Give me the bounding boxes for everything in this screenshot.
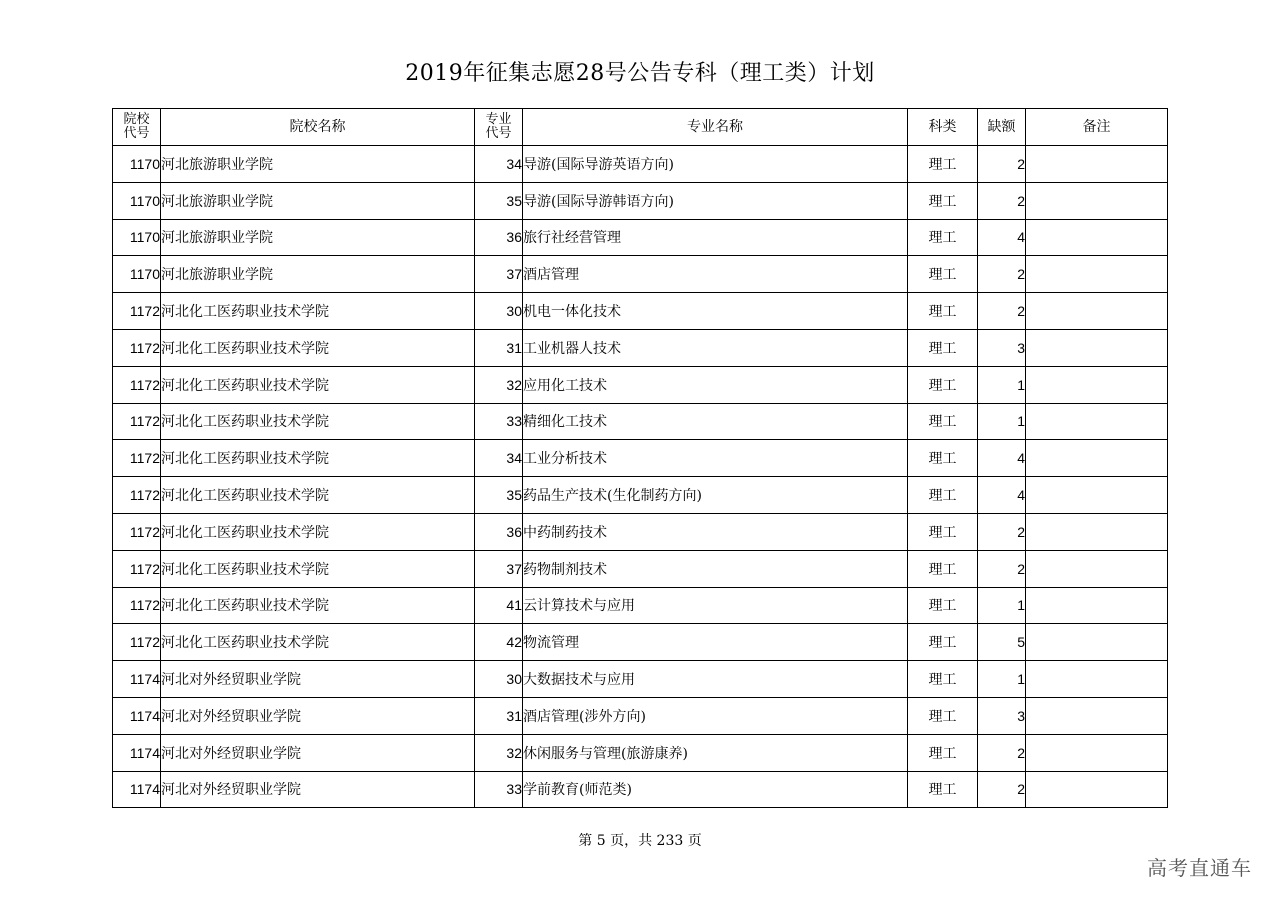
cell-quota: 4 (978, 219, 1026, 256)
table-row (113, 329, 1168, 366)
cell-category: 理工 (908, 624, 978, 661)
cell-major-name: 物流管理 (523, 624, 908, 661)
cell-school-name: 河北旅游职业学院 (161, 182, 475, 219)
header-school-code-line2: 代号 (123, 126, 150, 141)
cell-remark (1026, 587, 1168, 624)
cell-remark (1026, 661, 1168, 698)
cell-remark (1026, 477, 1168, 514)
cell-major-name: 休闲服务与管理(旅游康养) (523, 734, 908, 771)
cell-school-code: 1170 (113, 182, 161, 219)
cell-quota: 2 (978, 293, 1026, 330)
cell-major-name: 工业机器人技术 (523, 329, 908, 366)
cell-school-name: 河北对外经贸职业学院 (161, 661, 475, 698)
cell-school-code: 1172 (113, 440, 161, 477)
table-row (113, 697, 1168, 734)
cell-quota: 2 (978, 771, 1026, 808)
cell-major-code: 34 (475, 440, 523, 477)
cell-major-name: 导游(国际导游韩语方向) (523, 182, 908, 219)
cell-major-code: 35 (475, 182, 523, 219)
cell-remark (1026, 293, 1168, 330)
header-school-code-line1: 院校 (123, 112, 150, 127)
header-quota: 缺额 (978, 109, 1026, 146)
cell-school-name: 河北化工医药职业技术学院 (161, 513, 475, 550)
header-major-code-line2: 代号 (485, 126, 512, 141)
table-row (113, 771, 1168, 808)
cell-major-code: 42 (475, 624, 523, 661)
cell-major-name: 工业分析技术 (523, 440, 908, 477)
cell-school-name: 河北化工医药职业技术学院 (161, 440, 475, 477)
cell-school-code: 1172 (113, 293, 161, 330)
cell-category: 理工 (908, 771, 978, 808)
cell-major-name: 机电一体化技术 (523, 293, 908, 330)
cell-remark (1026, 182, 1168, 219)
cell-quota: 2 (978, 182, 1026, 219)
cell-quota: 2 (978, 513, 1026, 550)
table-row (113, 624, 1168, 661)
cell-category: 理工 (908, 661, 978, 698)
enrollment-plan-table (112, 108, 1168, 808)
header-major-code-line1: 专业 (485, 112, 512, 127)
cell-school-name: 河北旅游职业学院 (161, 219, 475, 256)
cell-school-code: 1172 (113, 587, 161, 624)
table-row (113, 661, 1168, 698)
cell-school-name: 河北化工医药职业技术学院 (161, 293, 475, 330)
page-title: 2019年征集志愿28号公告专科（理工类）计划 (405, 61, 875, 86)
table-row (113, 587, 1168, 624)
cell-category: 理工 (908, 256, 978, 293)
cell-school-code: 1172 (113, 366, 161, 403)
table-header-row (113, 109, 1168, 146)
cell-remark (1026, 440, 1168, 477)
cell-category: 理工 (908, 734, 978, 771)
cell-major-code: 31 (475, 329, 523, 366)
cell-category: 理工 (908, 366, 978, 403)
cell-major-name: 大数据技术与应用 (523, 661, 908, 698)
header-remark: 备注 (1026, 109, 1168, 146)
cell-school-name: 河北对外经贸职业学院 (161, 697, 475, 734)
cell-remark (1026, 256, 1168, 293)
cell-school-code: 1172 (113, 403, 161, 440)
header-major-code (475, 109, 523, 146)
cell-school-code: 1170 (113, 146, 161, 183)
table-row (113, 219, 1168, 256)
cell-school-code: 1172 (113, 513, 161, 550)
cell-major-code: 32 (475, 366, 523, 403)
cell-category: 理工 (908, 219, 978, 256)
cell-category: 理工 (908, 587, 978, 624)
cell-category: 理工 (908, 403, 978, 440)
cell-school-code: 1174 (113, 661, 161, 698)
cell-category: 理工 (908, 550, 978, 587)
cell-school-name: 河北对外经贸职业学院 (161, 734, 475, 771)
cell-quota: 2 (978, 734, 1026, 771)
table-row (113, 182, 1168, 219)
cell-major-code: 36 (475, 513, 523, 550)
cell-school-name: 河北旅游职业学院 (161, 256, 475, 293)
header-school-code (113, 109, 161, 146)
cell-quota: 3 (978, 697, 1026, 734)
cell-quota: 4 (978, 440, 1026, 477)
cell-school-name: 河北旅游职业学院 (161, 146, 475, 183)
cell-school-name: 河北化工医药职业技术学院 (161, 366, 475, 403)
cell-category: 理工 (908, 182, 978, 219)
cell-school-name: 河北化工医药职业技术学院 (161, 624, 475, 661)
table-row (113, 293, 1168, 330)
table-row (113, 366, 1168, 403)
cell-quota: 2 (978, 550, 1026, 587)
cell-major-name: 旅行社经营管理 (523, 219, 908, 256)
cell-category: 理工 (908, 440, 978, 477)
table-row (113, 477, 1168, 514)
cell-category: 理工 (908, 293, 978, 330)
cell-major-code: 41 (475, 587, 523, 624)
cell-remark (1026, 734, 1168, 771)
cell-quota: 4 (978, 477, 1026, 514)
cell-major-name: 应用化工技术 (523, 366, 908, 403)
cell-remark (1026, 624, 1168, 661)
cell-school-name: 河北化工医药职业技术学院 (161, 403, 475, 440)
cell-major-name: 中药制药技术 (523, 513, 908, 550)
cell-remark (1026, 697, 1168, 734)
cell-major-code: 35 (475, 477, 523, 514)
cell-school-code: 1170 (113, 256, 161, 293)
cell-category: 理工 (908, 146, 978, 183)
cell-major-code: 36 (475, 219, 523, 256)
cell-remark (1026, 219, 1168, 256)
table-row (113, 734, 1168, 771)
cell-quota: 1 (978, 587, 1026, 624)
cell-quota: 2 (978, 146, 1026, 183)
cell-school-code: 1172 (113, 477, 161, 514)
cell-major-code: 30 (475, 293, 523, 330)
cell-school-code: 1172 (113, 550, 161, 587)
page-footer: 第 5 页，共 233 页 (578, 833, 702, 849)
table-row (113, 256, 1168, 293)
cell-school-code: 1174 (113, 734, 161, 771)
cell-category: 理工 (908, 329, 978, 366)
cell-major-code: 30 (475, 661, 523, 698)
cell-major-name: 药品生产技术(生化制药方向) (523, 477, 908, 514)
table-row (113, 513, 1168, 550)
table-row (113, 550, 1168, 587)
cell-category: 理工 (908, 477, 978, 514)
cell-major-code: 34 (475, 146, 523, 183)
cell-school-code: 1174 (113, 771, 161, 808)
cell-category: 理工 (908, 513, 978, 550)
table-row (113, 146, 1168, 183)
cell-school-name: 河北化工医药职业技术学院 (161, 329, 475, 366)
cell-major-code: 31 (475, 697, 523, 734)
cell-major-name: 酒店管理(涉外方向) (523, 697, 908, 734)
cell-major-code: 33 (475, 403, 523, 440)
cell-quota: 3 (978, 329, 1026, 366)
cell-major-code: 37 (475, 256, 523, 293)
cell-remark (1026, 771, 1168, 808)
cell-school-name: 河北化工医药职业技术学院 (161, 587, 475, 624)
cell-remark (1026, 146, 1168, 183)
cell-major-name: 药物制剂技术 (523, 550, 908, 587)
watermark: 高考直通车 (1147, 856, 1252, 880)
cell-remark (1026, 550, 1168, 587)
table-row (113, 403, 1168, 440)
cell-remark (1026, 366, 1168, 403)
cell-major-name: 精细化工技术 (523, 403, 908, 440)
cell-major-name: 云计算技术与应用 (523, 587, 908, 624)
cell-quota: 1 (978, 403, 1026, 440)
cell-remark (1026, 403, 1168, 440)
header-school-name: 院校名称 (161, 109, 475, 146)
cell-school-code: 1172 (113, 624, 161, 661)
cell-remark (1026, 329, 1168, 366)
header-major-name: 专业名称 (523, 109, 908, 146)
cell-school-code: 1170 (113, 219, 161, 256)
cell-major-name: 学前教育(师范类) (523, 771, 908, 808)
cell-quota: 1 (978, 366, 1026, 403)
cell-school-name: 河北化工医药职业技术学院 (161, 550, 475, 587)
cell-remark (1026, 513, 1168, 550)
cell-major-code: 32 (475, 734, 523, 771)
cell-major-name: 酒店管理 (523, 256, 908, 293)
cell-quota: 1 (978, 661, 1026, 698)
cell-quota: 5 (978, 624, 1026, 661)
cell-category: 理工 (908, 697, 978, 734)
cell-school-name: 河北对外经贸职业学院 (161, 771, 475, 808)
cell-school-code: 1172 (113, 329, 161, 366)
cell-major-name: 导游(国际导游英语方向) (523, 146, 908, 183)
table-row (113, 440, 1168, 477)
header-category: 科类 (908, 109, 978, 146)
cell-major-code: 33 (475, 771, 523, 808)
cell-major-code: 37 (475, 550, 523, 587)
cell-school-name: 河北化工医药职业技术学院 (161, 477, 475, 514)
cell-school-code: 1174 (113, 697, 161, 734)
cell-quota: 2 (978, 256, 1026, 293)
